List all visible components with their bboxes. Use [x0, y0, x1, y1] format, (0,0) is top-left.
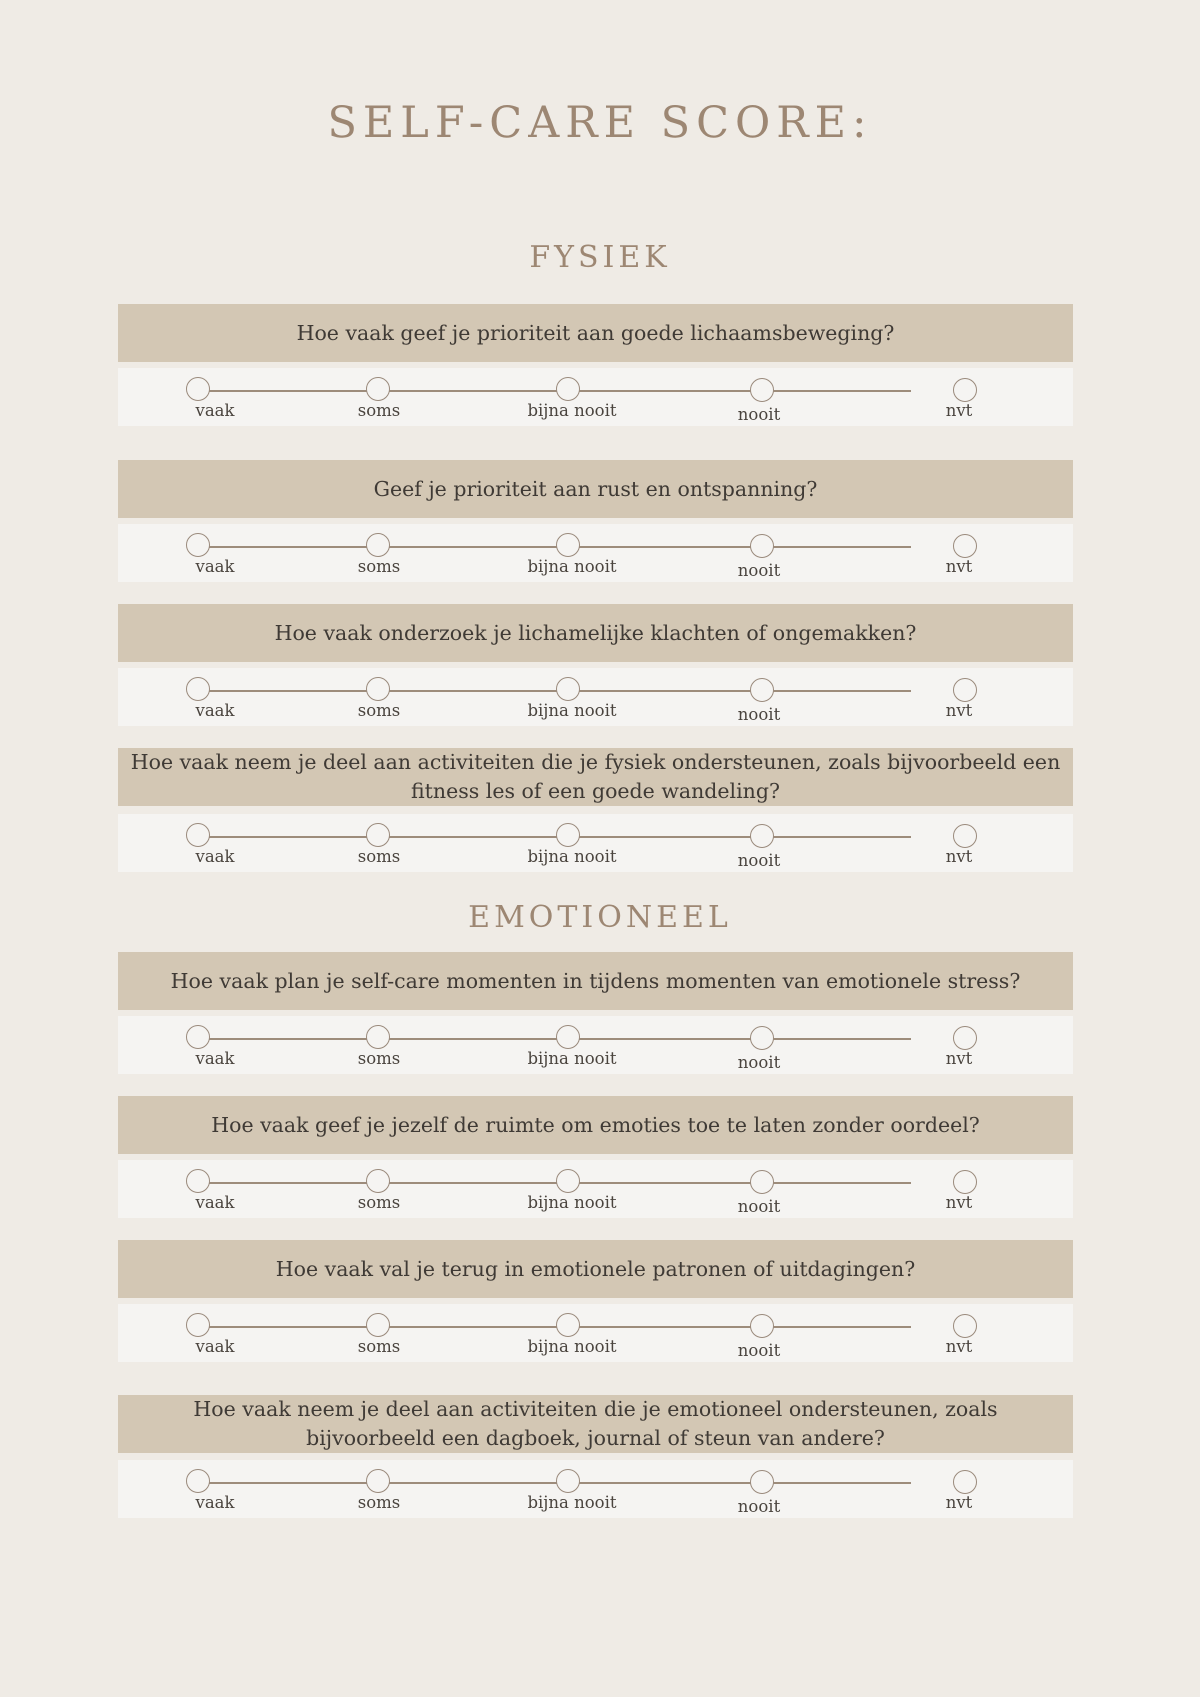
option-label: bijna nooit — [527, 1193, 617, 1212]
question-text: bijvoorbeeld een dagboek, journal of steun van andere? — [306, 1426, 885, 1450]
rating-option[interactable] — [309, 814, 449, 872]
page-title: SELF-CARE SCORE: — [327, 98, 873, 148]
rating-option[interactable] — [896, 814, 1036, 872]
option-label: nooit — [737, 851, 781, 870]
radio-circle[interactable] — [186, 1169, 210, 1193]
rating-option[interactable] — [896, 668, 1036, 726]
question-text: Hoe vaak val je terug in emotionele patronen of uitdagingen? — [275, 1256, 916, 1281]
option-label: bijna nooit — [527, 1337, 617, 1356]
radio-circle[interactable] — [366, 823, 390, 847]
rating-option[interactable] — [896, 1460, 1036, 1518]
question-box — [118, 604, 1073, 662]
option-label: nooit — [737, 705, 781, 724]
rating-option[interactable] — [309, 668, 449, 726]
question-box — [118, 304, 1073, 362]
option-label: nooit — [737, 1341, 781, 1360]
rating-option[interactable] — [693, 1304, 833, 1362]
option-label: nvt — [945, 1337, 973, 1356]
question-box — [118, 1240, 1073, 1298]
radio-circle[interactable] — [556, 1469, 580, 1493]
rating-option[interactable] — [896, 524, 1036, 582]
radio-circle[interactable] — [556, 533, 580, 557]
radio-circle[interactable] — [750, 534, 774, 558]
option-label: vaak — [195, 401, 235, 420]
radio-circle[interactable] — [953, 1026, 977, 1050]
question-text: Hoe vaak plan je self-care momenten in tijdens momenten van emotionele stress? — [170, 968, 1021, 993]
rating-option[interactable] — [896, 1304, 1036, 1362]
radio-circle[interactable] — [953, 534, 977, 558]
rating-option[interactable] — [499, 1016, 639, 1074]
radio-circle[interactable] — [366, 1169, 390, 1193]
question-box — [118, 748, 1073, 806]
option-label: nooit — [737, 1053, 781, 1072]
option-label: soms — [357, 1493, 401, 1512]
option-label: vaak — [195, 557, 235, 576]
rating-option[interactable] — [499, 668, 639, 726]
rating-option[interactable] — [896, 368, 1036, 426]
option-label: vaak — [195, 1493, 235, 1512]
option-label: soms — [357, 557, 401, 576]
radio-circle[interactable] — [186, 1313, 210, 1337]
option-label: vaak — [195, 1193, 235, 1212]
option-label: bijna nooit — [527, 1049, 617, 1068]
option-label: bijna nooit — [527, 1493, 617, 1512]
option-label: nvt — [945, 401, 973, 420]
rating-scale — [118, 814, 1073, 872]
rating-scale — [118, 524, 1073, 582]
rating-scale — [118, 368, 1073, 426]
question-text: Hoe vaak geef je jezelf de ruimte om emoties toe te laten zonder oordeel? — [211, 1112, 980, 1137]
rating-option[interactable] — [129, 668, 269, 726]
rating-option[interactable] — [309, 1460, 449, 1518]
radio-circle[interactable] — [556, 1025, 580, 1049]
option-label: soms — [357, 847, 401, 866]
rating-option[interactable] — [499, 1160, 639, 1218]
rating-option[interactable] — [693, 1160, 833, 1218]
radio-circle[interactable] — [186, 377, 210, 401]
question-box — [118, 460, 1073, 518]
option-label: vaak — [195, 847, 235, 866]
rating-scale — [118, 1160, 1073, 1218]
radio-circle[interactable] — [750, 824, 774, 848]
radio-circle[interactable] — [186, 533, 210, 557]
option-label: bijna nooit — [527, 701, 617, 720]
rating-option[interactable] — [499, 368, 639, 426]
radio-circle[interactable] — [953, 1470, 977, 1494]
radio-circle[interactable] — [556, 377, 580, 401]
radio-circle[interactable] — [953, 1314, 977, 1338]
question-box — [118, 1395, 1073, 1453]
rating-option[interactable] — [499, 1304, 639, 1362]
question-text: Hoe vaak neem je deel aan activiteiten die je emotioneel ondersteunen, zoals — [193, 1397, 998, 1421]
radio-circle[interactable] — [366, 533, 390, 557]
rating-option[interactable] — [129, 1160, 269, 1218]
question-text: fitness les of een goede wandeling? — [411, 779, 780, 803]
radio-circle[interactable] — [953, 678, 977, 702]
question-text: Hoe vaak geef je prioriteit aan goede lichaamsbeweging? — [296, 320, 895, 345]
option-label: vaak — [195, 1049, 235, 1068]
rating-option[interactable] — [499, 1460, 639, 1518]
radio-circle[interactable] — [186, 1469, 210, 1493]
option-label: nvt — [945, 1049, 973, 1068]
rating-option[interactable] — [693, 368, 833, 426]
radio-circle[interactable] — [750, 678, 774, 702]
rating-scale — [118, 1016, 1073, 1074]
option-label: soms — [357, 1337, 401, 1356]
radio-circle[interactable] — [556, 677, 580, 701]
radio-circle[interactable] — [186, 677, 210, 701]
option-label: soms — [357, 1193, 401, 1212]
option-label: nvt — [945, 847, 973, 866]
radio-circle[interactable] — [750, 1314, 774, 1338]
rating-option[interactable] — [309, 368, 449, 426]
rating-option[interactable] — [693, 524, 833, 582]
radio-circle[interactable] — [366, 1025, 390, 1049]
rating-option[interactable] — [896, 1160, 1036, 1218]
rating-option[interactable] — [693, 814, 833, 872]
radio-circle[interactable] — [366, 377, 390, 401]
option-label: nooit — [737, 1197, 781, 1216]
question-box — [118, 1096, 1073, 1154]
rating-option[interactable] — [693, 1016, 833, 1074]
radio-circle[interactable] — [750, 1026, 774, 1050]
radio-circle[interactable] — [366, 1469, 390, 1493]
option-label: nooit — [737, 405, 781, 424]
option-label: vaak — [195, 1337, 235, 1356]
option-label: bijna nooit — [527, 557, 617, 576]
option-label: nooit — [737, 1497, 781, 1516]
rating-option[interactable] — [896, 1016, 1036, 1074]
rating-option[interactable] — [693, 668, 833, 726]
option-label: nvt — [945, 701, 973, 720]
rating-option[interactable] — [129, 1304, 269, 1362]
rating-scale — [118, 1460, 1073, 1518]
radio-circle[interactable] — [556, 823, 580, 847]
section-title-emotioneel: EMOTIONEEL — [468, 900, 732, 935]
rating-option[interactable] — [129, 814, 269, 872]
rating-option[interactable] — [309, 1304, 449, 1362]
question-text: Hoe vaak onderzoek je lichamelijke klachten of ongemakken? — [274, 620, 917, 645]
radio-circle[interactable] — [750, 1170, 774, 1194]
rating-option[interactable] — [499, 524, 639, 582]
rating-option[interactable] — [309, 1016, 449, 1074]
option-label: nvt — [945, 557, 973, 576]
rating-option[interactable] — [309, 1160, 449, 1218]
option-label: nooit — [737, 561, 781, 580]
question-box — [118, 952, 1073, 1010]
radio-circle[interactable] — [366, 677, 390, 701]
radio-circle[interactable] — [186, 823, 210, 847]
rating-scale — [118, 1304, 1073, 1362]
radio-circle[interactable] — [750, 378, 774, 402]
radio-circle[interactable] — [556, 1169, 580, 1193]
radio-circle[interactable] — [366, 1313, 390, 1337]
question-text: Hoe vaak neem je deel aan activiteiten die je fysiek ondersteunen, zoals bijvoorbeeld een — [130, 750, 1061, 774]
option-label: soms — [357, 1049, 401, 1068]
rating-option[interactable] — [499, 814, 639, 872]
rating-option[interactable] — [309, 524, 449, 582]
option-label: bijna nooit — [527, 847, 617, 866]
rating-option[interactable] — [129, 524, 269, 582]
radio-circle[interactable] — [953, 824, 977, 848]
radio-circle[interactable] — [953, 1170, 977, 1194]
radio-circle[interactable] — [953, 378, 977, 402]
option-label: nvt — [945, 1493, 973, 1512]
section-title-fysiek: FYSIEK — [529, 240, 671, 275]
option-label: soms — [357, 401, 401, 420]
rating-option[interactable] — [129, 1460, 269, 1518]
option-label: bijna nooit — [527, 401, 617, 420]
option-label: soms — [357, 701, 401, 720]
rating-scale — [118, 668, 1073, 726]
question-text: Geef je prioriteit aan rust en ontspanning? — [373, 476, 818, 501]
option-label: nvt — [945, 1193, 973, 1212]
rating-option[interactable] — [129, 368, 269, 426]
radio-circle[interactable] — [750, 1470, 774, 1494]
option-label: vaak — [195, 701, 235, 720]
radio-circle[interactable] — [186, 1025, 210, 1049]
radio-circle[interactable] — [556, 1313, 580, 1337]
rating-option[interactable] — [129, 1016, 269, 1074]
rating-option[interactable] — [693, 1460, 833, 1518]
